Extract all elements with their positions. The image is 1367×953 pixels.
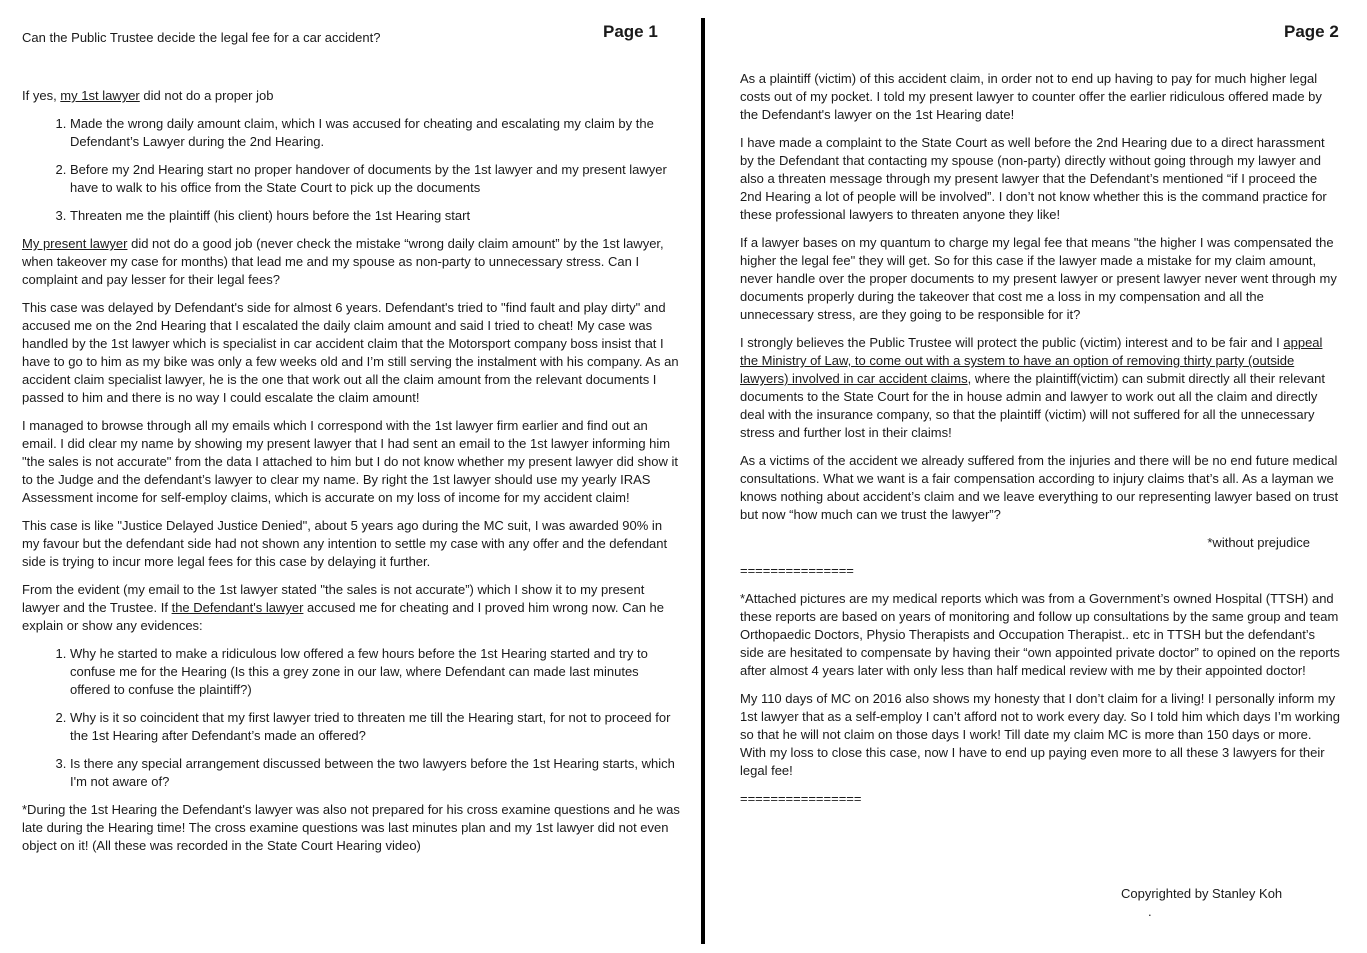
copyright-text: Copyrighted by Stanley Koh xyxy=(1121,886,1283,901)
page-2-body xyxy=(740,70,1340,818)
plaintiff-paragraph: As a plaintiff (victim) of this accident claim, in order not to end up having to pay for much higher legal costs out of my pocket. I told my present lawyer to counter offer the earlier ridiculous offered made by the Defendant's lawyer on the 1st Hearing date! xyxy=(740,71,1322,122)
evident-paragraph: From the evident (my email to the 1st lawyer stated "the sales is not accurate”) which I show it to my present lawyer and the Trustee. If the Defendant's lawyer accused me for cheating and I proved him wrong now. Can he explain or show any evidences: xyxy=(22,582,665,633)
page-1-label: Page 1 xyxy=(603,22,658,41)
present-lawyer-underlined: My present lawyer xyxy=(22,236,128,251)
first-lawyer-issues-list xyxy=(22,115,682,225)
quantum-paragraph: If a lawyer bases on my quantum to charge my legal fee that means "the higher I was compensated the higher the legal fee" they will get. So for this case if the lawyer made a mistake for my claim amount, never handle over the proper documents to my present lawyer or present lawyer never went through my documents properly during the takeover that cost me a loss in my compensation and all the unnecessary stress, are they going to be responsible for it? xyxy=(740,235,1337,322)
list-item: 3. Is there any special arrangement discussed between the two lawyers before the 1st Hearing starts, which I'm not aware of? xyxy=(70,755,682,791)
defendant-lawyer-underlined: the Defendant's lawyer xyxy=(171,600,304,615)
page-2-label: Page 2 xyxy=(1284,22,1339,41)
separator-line: =============== xyxy=(740,563,854,578)
document-question: Can the Public Trustee decide the legal fee for a car accident? xyxy=(22,30,381,45)
justice-paragraph: This case is like "Justice Delayed Justice Denied", about 5 years ago during the MC suit, I was awarded 90% in my favour but the defendant side had not shown any intention to settle my case with any offer and the defendant side is trying to incur more legal fees for this case by delaying it further. xyxy=(22,518,668,569)
list-item: 2. Why is it so coincident that my first lawyer tried to threaten me till the Hearing start, for not to proceed for the 1st Hearing after Defendant’s made an offered? xyxy=(70,709,682,745)
evidence-questions-list xyxy=(22,645,682,791)
list-item: 2. Before my 2nd Hearing start no proper handover of documents by the 1st lawyer and my present lawyer have to walk to his office from the State Court to pick up the documents xyxy=(70,161,682,197)
ministry-appeal-underlined: appeal the Ministry of Law, to come out with a system to have an option of removing thirty party (outside lawyers) involved in car accident claims xyxy=(740,335,1323,386)
emails-paragraph: I managed to browse through all my emails which I correspond with the 1st lawyer firm earlier and find out an email. I did clear my name by showing my present lawyer that I had sent an email to the 1st lawyer informing him "the sales is not accurate" from the data I attached to him but I do not know whether my present lawyer did show it to the Judge and the defendant’s lawyer to clear my name. By right the 1st lawyer should use my yearly IRAS Assessment income for self-employ claims, which is accurate on my loss of income for my accident claim! xyxy=(22,418,678,505)
list-item: 1. Why he started to make a ridiculous low offered a few hours before the 1st Hearing started and try to confuse me for the Hearing (Is this a grey zone in our law, where Defendant can made last minutes offered to confuse the plaintiff?) xyxy=(70,645,682,699)
page-divider xyxy=(701,18,705,944)
separator-line: ================ xyxy=(740,791,862,806)
intro-paragraph: If yes, my 1st lawyer did not do a proper job xyxy=(22,88,274,103)
victims-paragraph: As a victims of the accident we already suffered from the injuries and there will be no end future medical consultations. What we want is a fair compensation according to injury claims that’s all. As a layman we knows nothing about accident’s claim and we leave everything to our representing lawyer based on trust but now “how much can we trust the lawyer”? xyxy=(740,453,1339,522)
first-lawyer-underlined: my 1st lawyer xyxy=(60,88,140,103)
list-item: 1. Made the wrong daily amount claim, which I was accused for cheating and escalating my claim by the Defendant’s Lawyer during the 2nd Hearing. xyxy=(70,115,682,151)
delay-paragraph: This case was delayed by Defendant's side for almost 6 years. Defendant's tried to "find fault and play dirty" and accused me on the 2nd Hearing that I escalated the daily claim amount and said I tried to cheat! My case was handled by the 1st lawyer which is specialist in car accident claim that the Motorsport company boss insist that I have to go to him as my bike was only a few weeks old and I’m still serving the instalment with his company. As an accident claim specialist lawyer, he is the one that work out all the claim amount from the relevant documents I passed to him and there is no way I could escalate the claim amount! xyxy=(22,300,679,405)
present-lawyer-paragraph: My present lawyer did not do a good job (never check the mistake “wrong daily claim amount” by the 1st lawyer, when takeover my case for months) that lead me and my spouse as non-party to unnecessary stress. Can I complaint and pay lesser for their legal fees? xyxy=(22,236,664,287)
attached-paragraph: *Attached pictures are my medical reports which was from a Government’s owned Hospital (TTSH) and these reports are based on years of monitoring and follow up consultations by the same group and team Orthopaedic Doctors, Physio Therapists and Occupation Therapist.. etc in TTSH but the defendant’s side are hesitated to compensate by having their “own appointed private doctor” to opined on the reports after almost 4 years later with only less than half medical review with me by their appointed doctor! xyxy=(740,591,1340,678)
without-prejudice: *without prejudice xyxy=(1207,535,1310,550)
complaint-paragraph: I have made a complaint to the State Court as well before the 2nd Hearing due to a direct harassment by the Defendant that contacting my spouse (non-party) directly without going through my lawyer and also a threaten message through my present lawyer that the Defendant’s mentioned “if I proceed the 2nd Hearing a lot of people will be involved”. I don’t not know whether this is the command practice for these professional lawyers to threaten anyone they like! xyxy=(740,135,1327,222)
trustee-paragraph: I strongly believes the Public Trustee will protect the public (victim) interest and to be fair and I appeal the Ministry of Law, to come out with a system to have an option of removing thirty party (outside lawyers) involved in car accident claims, where the plaintiff(victim) can submit directly all their relevant documents to the State Court for the in house admin and lawyer to work out all the claim and directly deal with the insurance company, so that the plaintiff (victim) will not suffered for all the unnecessary stress and further lost in their claims! xyxy=(740,335,1325,440)
footnote-paragraph: *During the 1st Hearing the Defendant's lawyer was also not prepared for his cross examine questions and he was late during the Hearing time! The cross examine questions was last minutes plan and my 1st lawyer did not even object on it! (All these was recorded in the State Court Hearing video) xyxy=(22,802,680,853)
list-item: 3. Threaten me the plaintiff (his client) hours before the 1st Hearing start xyxy=(70,207,682,225)
page-1-body xyxy=(22,87,682,865)
mc-paragraph: My 110 days of MC on 2016 also shows my honesty that I don’t claim for a living! I personally inform my 1st lawyer that as a self-employ I can’t afford not to work every day. So I told him which days I’m working so that he will not claim on those days I work! Till date my claim MC is more than 150 days or more. With my loss to close this case, now I have to end up paying even more to all these 3 lawyers for their legal fee! xyxy=(740,691,1340,778)
trailing-dot: . xyxy=(1148,904,1152,919)
